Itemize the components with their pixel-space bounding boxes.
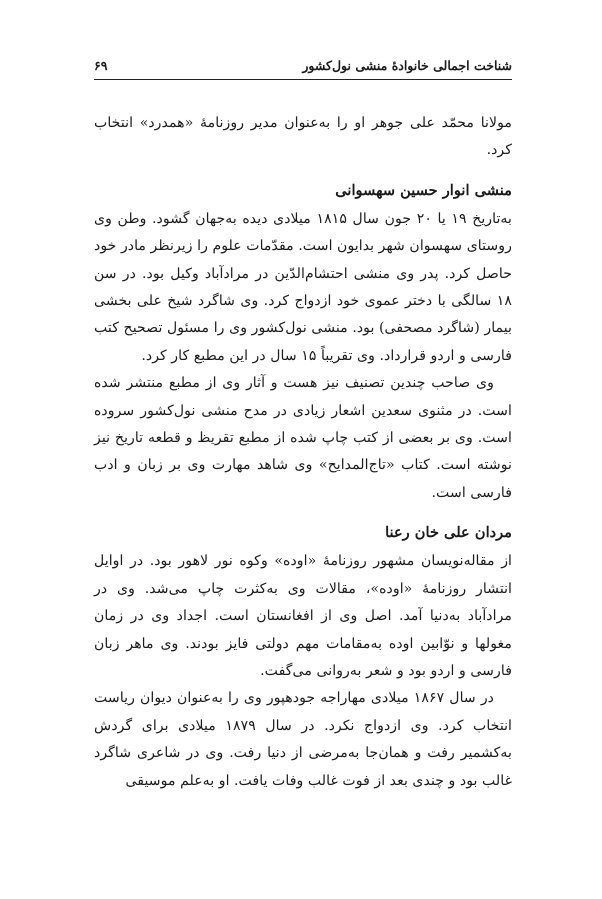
section-heading: مردان علی خان رعنا <box>385 524 512 542</box>
running-header <box>94 58 512 80</box>
section-heading: منشی انوار حسین سهسوانی <box>335 181 512 199</box>
paragraph: در سال ۱۸۶۷ میلادی مهاراجه جودهپور وی را به‌عنوان دیوان ریاست انتخاب کرد. وی ازدواج نکرد. در سال ۱۸۷۹ میلادی برای گردش به‌کشمیر رفت و همان‌جا به‌مرضی از دنیا رفت. وی در شاعری شاگرد غالب بود و چندی بعد از فوت غالب وفات یافت. او به‌علم موسیقی <box>94 690 512 789</box>
paragraph: وی صاحب چندین تصنیف نیز هست و آثار وی از مطبع منتشر شده است. در مثنوی سعدین اشعار زیادی در مدح منشی نول‌کشور سروده است. وی بر بعضی از کتب چاپ شده از مطبع تقریظ و قطعه تاریخ نیز نوشته است. کتاب «تاج‌المدایح» وی شاهد مهارت وی بر زبان و ادب فارسی است. <box>94 375 512 501</box>
page-body <box>94 110 512 795</box>
paragraph: از مقاله‌نویسان مشهور روزنامهٔ «اوده» وکوه نور لاهور بود. در اوایل انتشار روزنامهٔ «اوده»، مقالات وی به‌کثرت چاپ می‌شد. وی در مرادآباد به‌دنیا آمد. اصل وی از افغانستان است. اجداد وی در زمان مغولها و نوّابین اوده به‌مقامات مهم دولتی فایز بودند. وی ماهر زبان فارسی و اردو بود و شعر به‌روانی می‌گفت. <box>94 553 512 679</box>
running-title: شناخت اجمالی خانوادهٔ منشی نول‌کشور <box>302 58 512 73</box>
paragraph: به‌تاریخ ۱۹ یا ۲۰ جون سال ۱۸۱۵ میلادی دیده به‌جهان گشود. وطن وی روستای سهسوان شهر بدایون است. مقدّمات علوم را زیرنظر مادر خود حاصل کرد. پدر وی منشی احتشام‌الدّین در مرادآباد وکیل بود. در سن ۱۸ سالگی با دختر عموی خود ازدواج کرد. وی شاگرد شیخ علی بخشی بیمار (شاگرد مصحفی) بود. منشی نول‌کشور وی را مسئول تصحیح کتب فارسی و اردو قرارداد. وی تقریباً ۱۵ سال در این مطبع کار کرد. <box>94 210 512 364</box>
page-number: ۶۹ <box>94 58 108 73</box>
book-page <box>94 58 512 795</box>
lead-paragraph: مولانا محمّد علی جوهر او را به‌عنوان مدیر روزنامهٔ «همدرد» انتخاب کرد. <box>94 115 512 159</box>
